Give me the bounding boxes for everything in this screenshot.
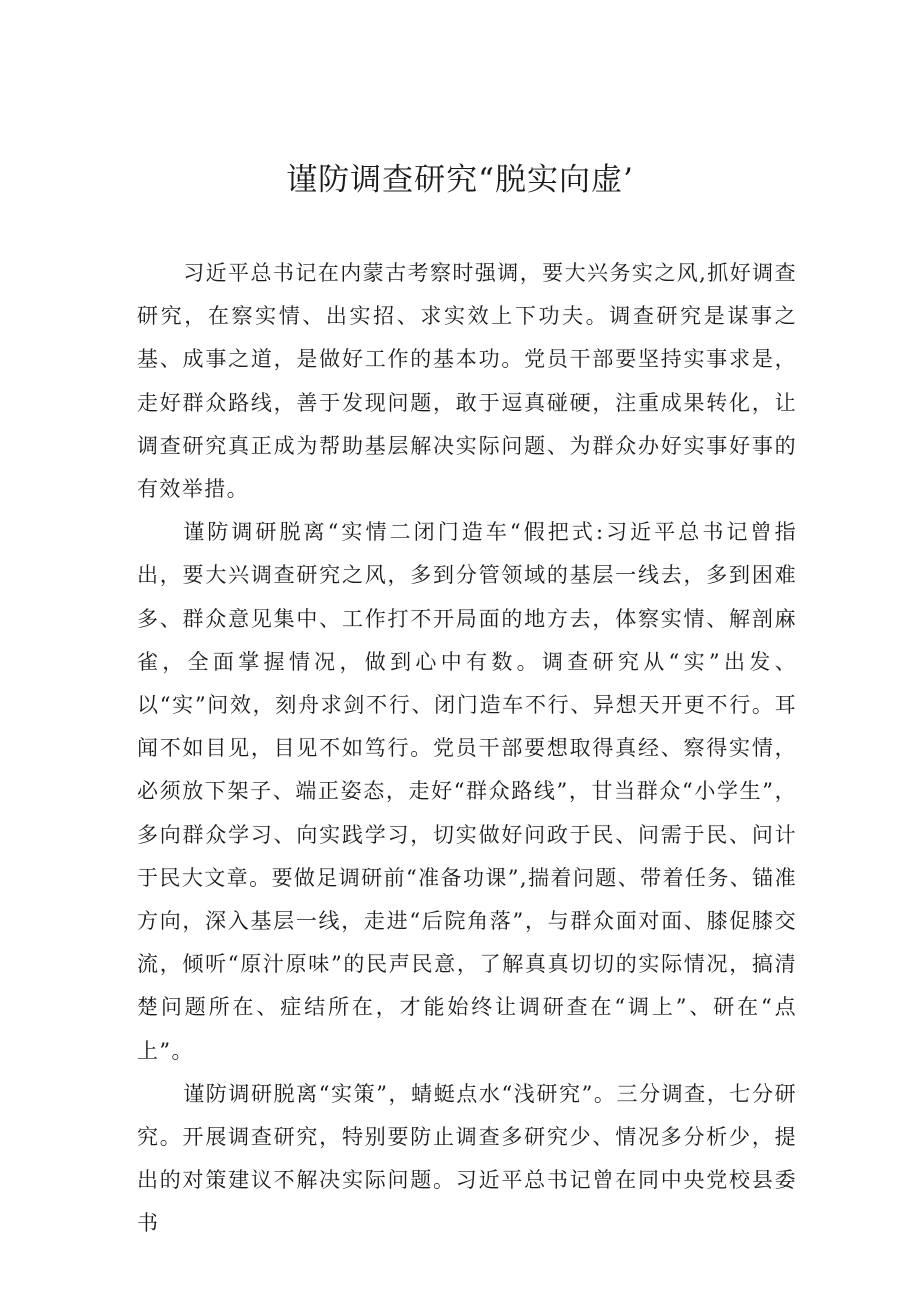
paragraph-3: 谨防调研脱离“实策”，蜻蜓点水“浅研究”。三分调查，七分研究。开展调查研究，特别要防止调查多研究少、情况多分析少，提出的对策建议不解决实际问题。习近平总书记曾在同中央党校县委书 <box>137 1081 797 1236</box>
paragraph-2: 谨防调研脱离“实情二闭门造车“假把式:习近平总书记曾指出，要大兴调查研究之风，多到分管领域的基层一线去，多到困难多、群众意见集中、工作打不开局面的地方去，体察实情、解剖麻雀，全面掌握情况，做到心中有数。调查研究从“实”出发、以“实”问效，刻舟求剑不行、闭门造车不行、异想天开更不行。耳闻不如目见，目见不如笃行。党员干部要想取得真经、察得实情，必须放下架子、端正姿态，走好“群众路线”，甘当群众“小学生”，多向群众学习、向实践学习，切实做好问政于民、问需于民、问计于民大文章。要做足调研前“准备功课”,揣着问题、带着任务、锚准方向，深入基层一线，走进“后院角落”，与群众面对面、膝促膝交流，倾听“原汁原味”的民声民意，了解真真切切的实际情况，搞清楚问题所在、症结所在，才能始终让调研查在“调上”、研在“点上”。 <box>137 520 797 1063</box>
document-title: 谨防调查研究“脱实向虚’ <box>286 162 634 198</box>
document-body <box>137 252 797 1246</box>
paragraph-1: 习近平总书记在内蒙古考察时强调，要大兴务实之风,抓好调查研究，在察实情、出实招、求实效上下功夫。调查研究是谋事之基、成事之道，是做好工作的基本功。党员干部要坚持实事求是，走好群众路线，善于发现问题，敢于逗真碰硬，注重成果转化，让调查研究真正成为帮助基层解决实际问题、为群众办好实事好事的有效举措。 <box>137 261 797 502</box>
